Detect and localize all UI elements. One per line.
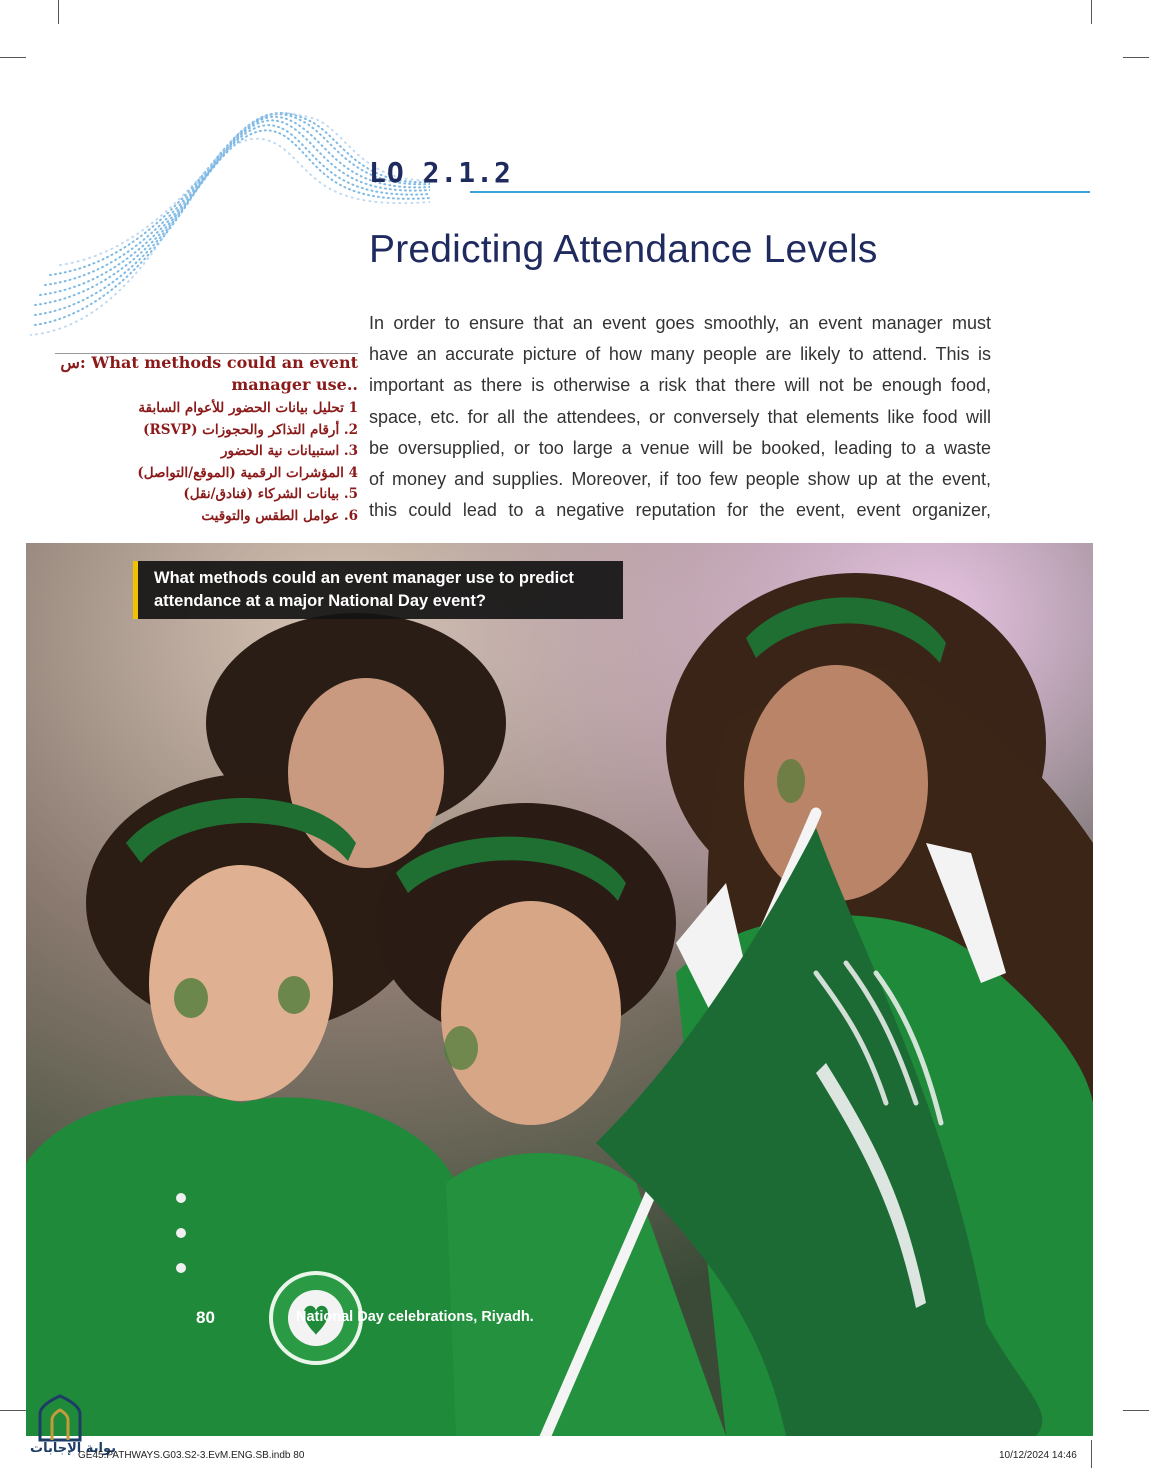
crop-mark: [1123, 57, 1149, 58]
body-line: In order to ensure that an event goes smoothly, an event manager must: [369, 313, 991, 333]
national-day-photo: [26, 543, 1093, 1436]
margin-note-list: [60, 398, 358, 527]
margin-note-item: 6. عوامل الطقس والتوقيت: [201, 507, 358, 524]
page-title: Predicting Attendance Levels: [369, 228, 878, 271]
photo-illustration: [26, 543, 1093, 1436]
body-paragraph: [369, 308, 991, 526]
print-timestamp: 10/12/2024 14:46: [999, 1450, 1077, 1461]
crop-mark: [0, 57, 26, 58]
body-line: of money and supplies. Moreover, if too few people show up at the event,: [369, 469, 991, 490]
crop-mark: [1091, 1440, 1092, 1468]
margin-note-question: س: What methods could an event manager use..: [60, 353, 358, 394]
dotted-wave-graphic: [30, 110, 430, 340]
photo-caption: National Day celebrations, Riyadh.: [296, 1309, 534, 1325]
margin-note-item: 4 المؤشرات الرقمية (الموقع/التواصل): [137, 464, 358, 481]
lesson-rule: [470, 191, 1090, 193]
page-number: 80: [196, 1308, 215, 1327]
body-line: space, etc. for all the attendees, or conversely that elements like food will: [369, 406, 991, 427]
margin-note-item: 3. استبيانات نية الحضور: [220, 443, 358, 459]
crop-mark: [1091, 0, 1092, 24]
body-line: this could lead to a negative reputation for the event, event organizer,: [369, 500, 991, 521]
body-line: have an accurate picture of how many people are likely to attend. This is: [369, 344, 991, 365]
photo-callout-text: What methods could an event manager use to predict attendance at a major National Day event?: [154, 569, 574, 610]
body-line: be oversupplied, or too large a venue will be booked, leading to a waste: [369, 437, 991, 458]
margin-note-item: 1 تحليل بيانات الحضور للأعوام السابقة: [138, 400, 358, 416]
margin-note-item: 5. بيانات الشركاء (فنادق/نقل): [183, 486, 358, 502]
body-line: important as there is otherwise a risk that there will not be enough food,: [369, 375, 991, 396]
photo-callout-box: [133, 561, 623, 619]
crop-mark: [0, 1410, 26, 1411]
crop-mark: [58, 0, 59, 24]
print-file-slug: GE45.PATHWAYS.G03.S2-3.EvM.ENG.SB.indb 80: [78, 1450, 305, 1461]
watermark-logo-icon: [30, 1394, 90, 1442]
watermark-text: بوابة الإجابات: [30, 1441, 116, 1456]
margin-note-item: 2. أرقام التذاكر والحجوزات (RSVP): [143, 421, 358, 438]
lesson-code: LO 2.1.2: [369, 156, 512, 189]
crop-mark: [1123, 1410, 1149, 1411]
